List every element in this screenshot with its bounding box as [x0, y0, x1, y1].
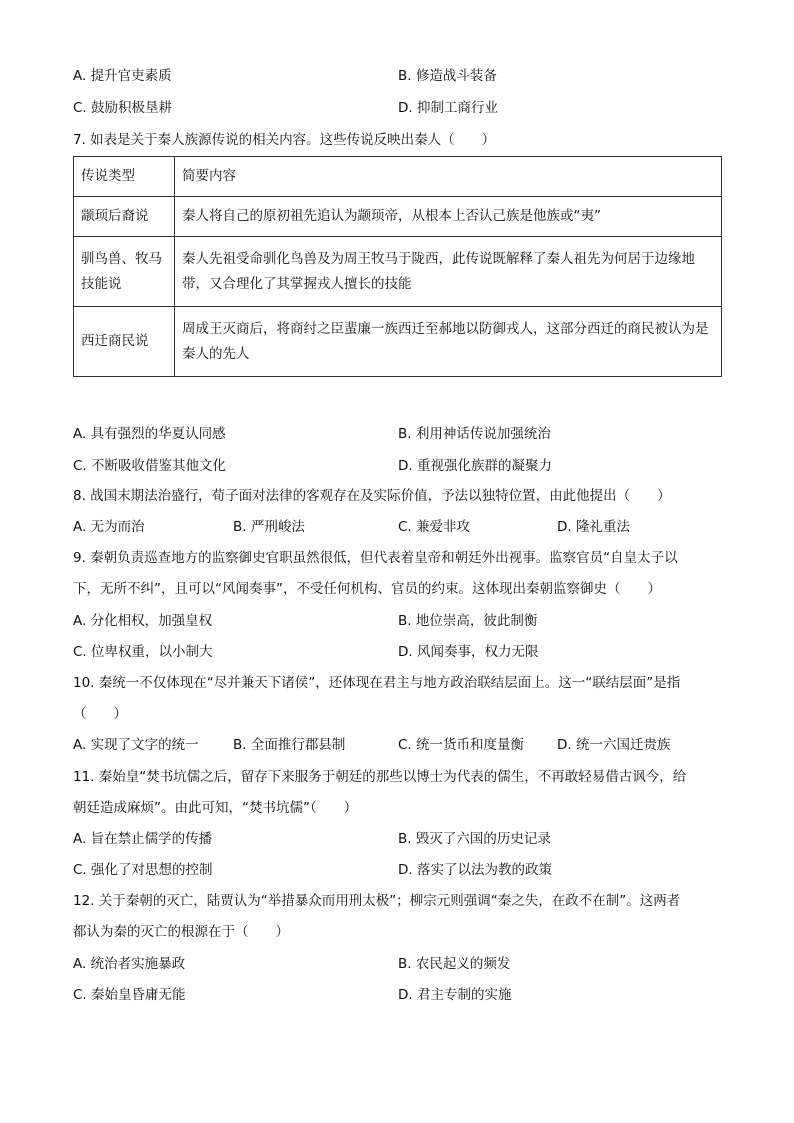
- q10-stem-line-2: （ ）: [73, 706, 127, 722]
- table-header-row: [74, 157, 722, 197]
- table-header-content: 简要内容: [175, 157, 722, 197]
- q12-options-row-2: [73, 985, 733, 1005]
- q12-stem-line-2: 都认为秦的灭亡的根源在于（ ）: [73, 924, 289, 940]
- q6-options-row-2: [73, 98, 733, 118]
- table-cell-content: 周成王灭商后，将商纣之臣蜚廉一族西迁至郝地以防御戎人，这部分西迁的商民被认为是秦人的先人: [175, 307, 722, 377]
- q11-options-row-2: [73, 860, 733, 880]
- table-cell-type: 驯鸟兽、牧马技能说: [74, 237, 175, 307]
- q12-option-a[interactable]: A. 统治者实施暴政: [73, 956, 186, 972]
- q6-options-row-1: [73, 66, 733, 86]
- q7-options-row-2: [73, 456, 733, 476]
- table-cell-content: 秦人先祖受命驯化鸟兽及为周王牧马于陇西，此传说既解释了秦人祖先为何居于边缘地带，又合理化了其掌握戎人擅长的技能: [175, 237, 722, 307]
- q8-option-a[interactable]: A. 无为而治: [73, 519, 145, 535]
- q12-option-c[interactable]: C. 秦始皇昏庸无能: [73, 987, 186, 1003]
- q7-options-row-1: [73, 424, 733, 444]
- q8-option-b[interactable]: B. 严刑峻法: [233, 519, 305, 535]
- q9-option-d[interactable]: D. 风闻奏事，权力无限: [398, 644, 539, 660]
- q12-stem-line-1: 12. 关于秦朝的灭亡，陆贾认为“举措暴众而用刑太极”；柳宗元则强调“秦之失，在政不在制”。这两者: [73, 893, 681, 909]
- q8-option-d[interactable]: D. 隆礼重法: [557, 519, 630, 535]
- q12-option-b[interactable]: B. 农民起义的频发: [398, 956, 511, 972]
- q8-stem: 8. 战国末期法治盛行，荀子面对法律的客观存在及实际价值，予法以独特位置，由此他提出（ ）: [73, 488, 671, 504]
- table-header-type: 传说类型: [74, 157, 175, 197]
- q7-option-b[interactable]: B. 利用神话传说加强统治: [398, 426, 551, 442]
- table-row: [74, 307, 722, 377]
- q12-option-d[interactable]: D. 君主专制的实施: [398, 987, 512, 1003]
- q9-option-a[interactable]: A. 分化相权，加强皇权: [73, 613, 213, 629]
- q10-option-b[interactable]: B. 全面推行郡县制: [233, 737, 346, 753]
- table-row: [74, 197, 722, 237]
- q12-options-row-1: [73, 954, 733, 974]
- q11-option-d[interactable]: D. 落实了以法为教的政策: [398, 862, 552, 878]
- q10-option-d[interactable]: D. 统一六国迁贵族: [557, 737, 671, 753]
- q11-option-c[interactable]: C. 强化了对思想的控制: [73, 862, 213, 878]
- q6-option-b[interactable]: B. 修造战斗装备: [398, 68, 497, 84]
- q9-option-b[interactable]: B. 地位崇高，彼此制衡: [398, 613, 538, 629]
- q6-option-a[interactable]: A. 提升官吏素质: [73, 68, 172, 84]
- q7-option-a[interactable]: A. 具有强烈的华夏认同感: [73, 426, 226, 442]
- q11-option-b[interactable]: B. 毁灭了六国的历史记录: [398, 831, 551, 847]
- q7-option-c[interactable]: C. 不断吸收借鉴其他文化: [73, 458, 227, 474]
- q8-option-c[interactable]: C. 兼爱非攻: [398, 519, 471, 535]
- table-cell-content: 秦人将自己的原初祖先追认为颛顼帝，从根本上否认己族是他族或“夷”: [175, 197, 722, 237]
- table-cell-type: 西迁商民说: [74, 307, 175, 377]
- q10-option-c[interactable]: C. 统一货币和度量衡: [398, 737, 525, 753]
- q9-stem-line-2: 下，无所不纠”，且可以“风闻奏事”，不受任何机构、官员的约束。这体现出秦朝监察御史（ ）: [73, 581, 661, 597]
- q11-stem-line-2: 朝廷造成麻烦”。由此可知，“焚书坑儒”（ ）: [73, 800, 358, 816]
- q10-stem-line-1: 10. 秦统一不仅体现在“尽并兼天下诸侯”，还体现在君主与地方政治联结层面上。这一“联结层面”是指: [73, 675, 681, 691]
- table-cell-type: 颛顼后裔说: [74, 197, 175, 237]
- q6-option-c[interactable]: C. 鼓励积极垦耕: [73, 100, 173, 116]
- q10-option-a[interactable]: A. 实现了文字的统一: [73, 737, 199, 753]
- q9-option-c[interactable]: C. 位卑权重，以小制大: [73, 644, 213, 660]
- q9-options-row-2: [73, 642, 733, 662]
- q8-options-row: [73, 517, 733, 537]
- q9-options-row-1: [73, 611, 733, 631]
- table-row: [74, 237, 722, 307]
- q7-stem: 7. 如表是关于秦人族源传说的相关内容。这些传说反映出秦人（ ）: [73, 132, 496, 148]
- q9-stem-line-1: 9. 秦朝负责巡查地方的监察御史官职虽然很低，但代表着皇帝和朝廷外出视事。监察官员“自皇太子以: [73, 550, 678, 566]
- q7-table: [73, 156, 722, 377]
- q11-options-row-1: [73, 829, 733, 849]
- q10-options-row: [73, 735, 733, 755]
- q7-option-d[interactable]: D. 重视强化族群的凝聚力: [398, 458, 552, 474]
- q6-option-d[interactable]: D. 抑制工商行业: [398, 100, 498, 116]
- q11-option-a[interactable]: A. 旨在禁止儒学的传播: [73, 831, 213, 847]
- q11-stem-line-1: 11. 秦始皇“焚书坑儒之后，留存下来服务于朝廷的那些以博士为代表的儒生，不再敢轻易借古讽今，给: [73, 769, 687, 785]
